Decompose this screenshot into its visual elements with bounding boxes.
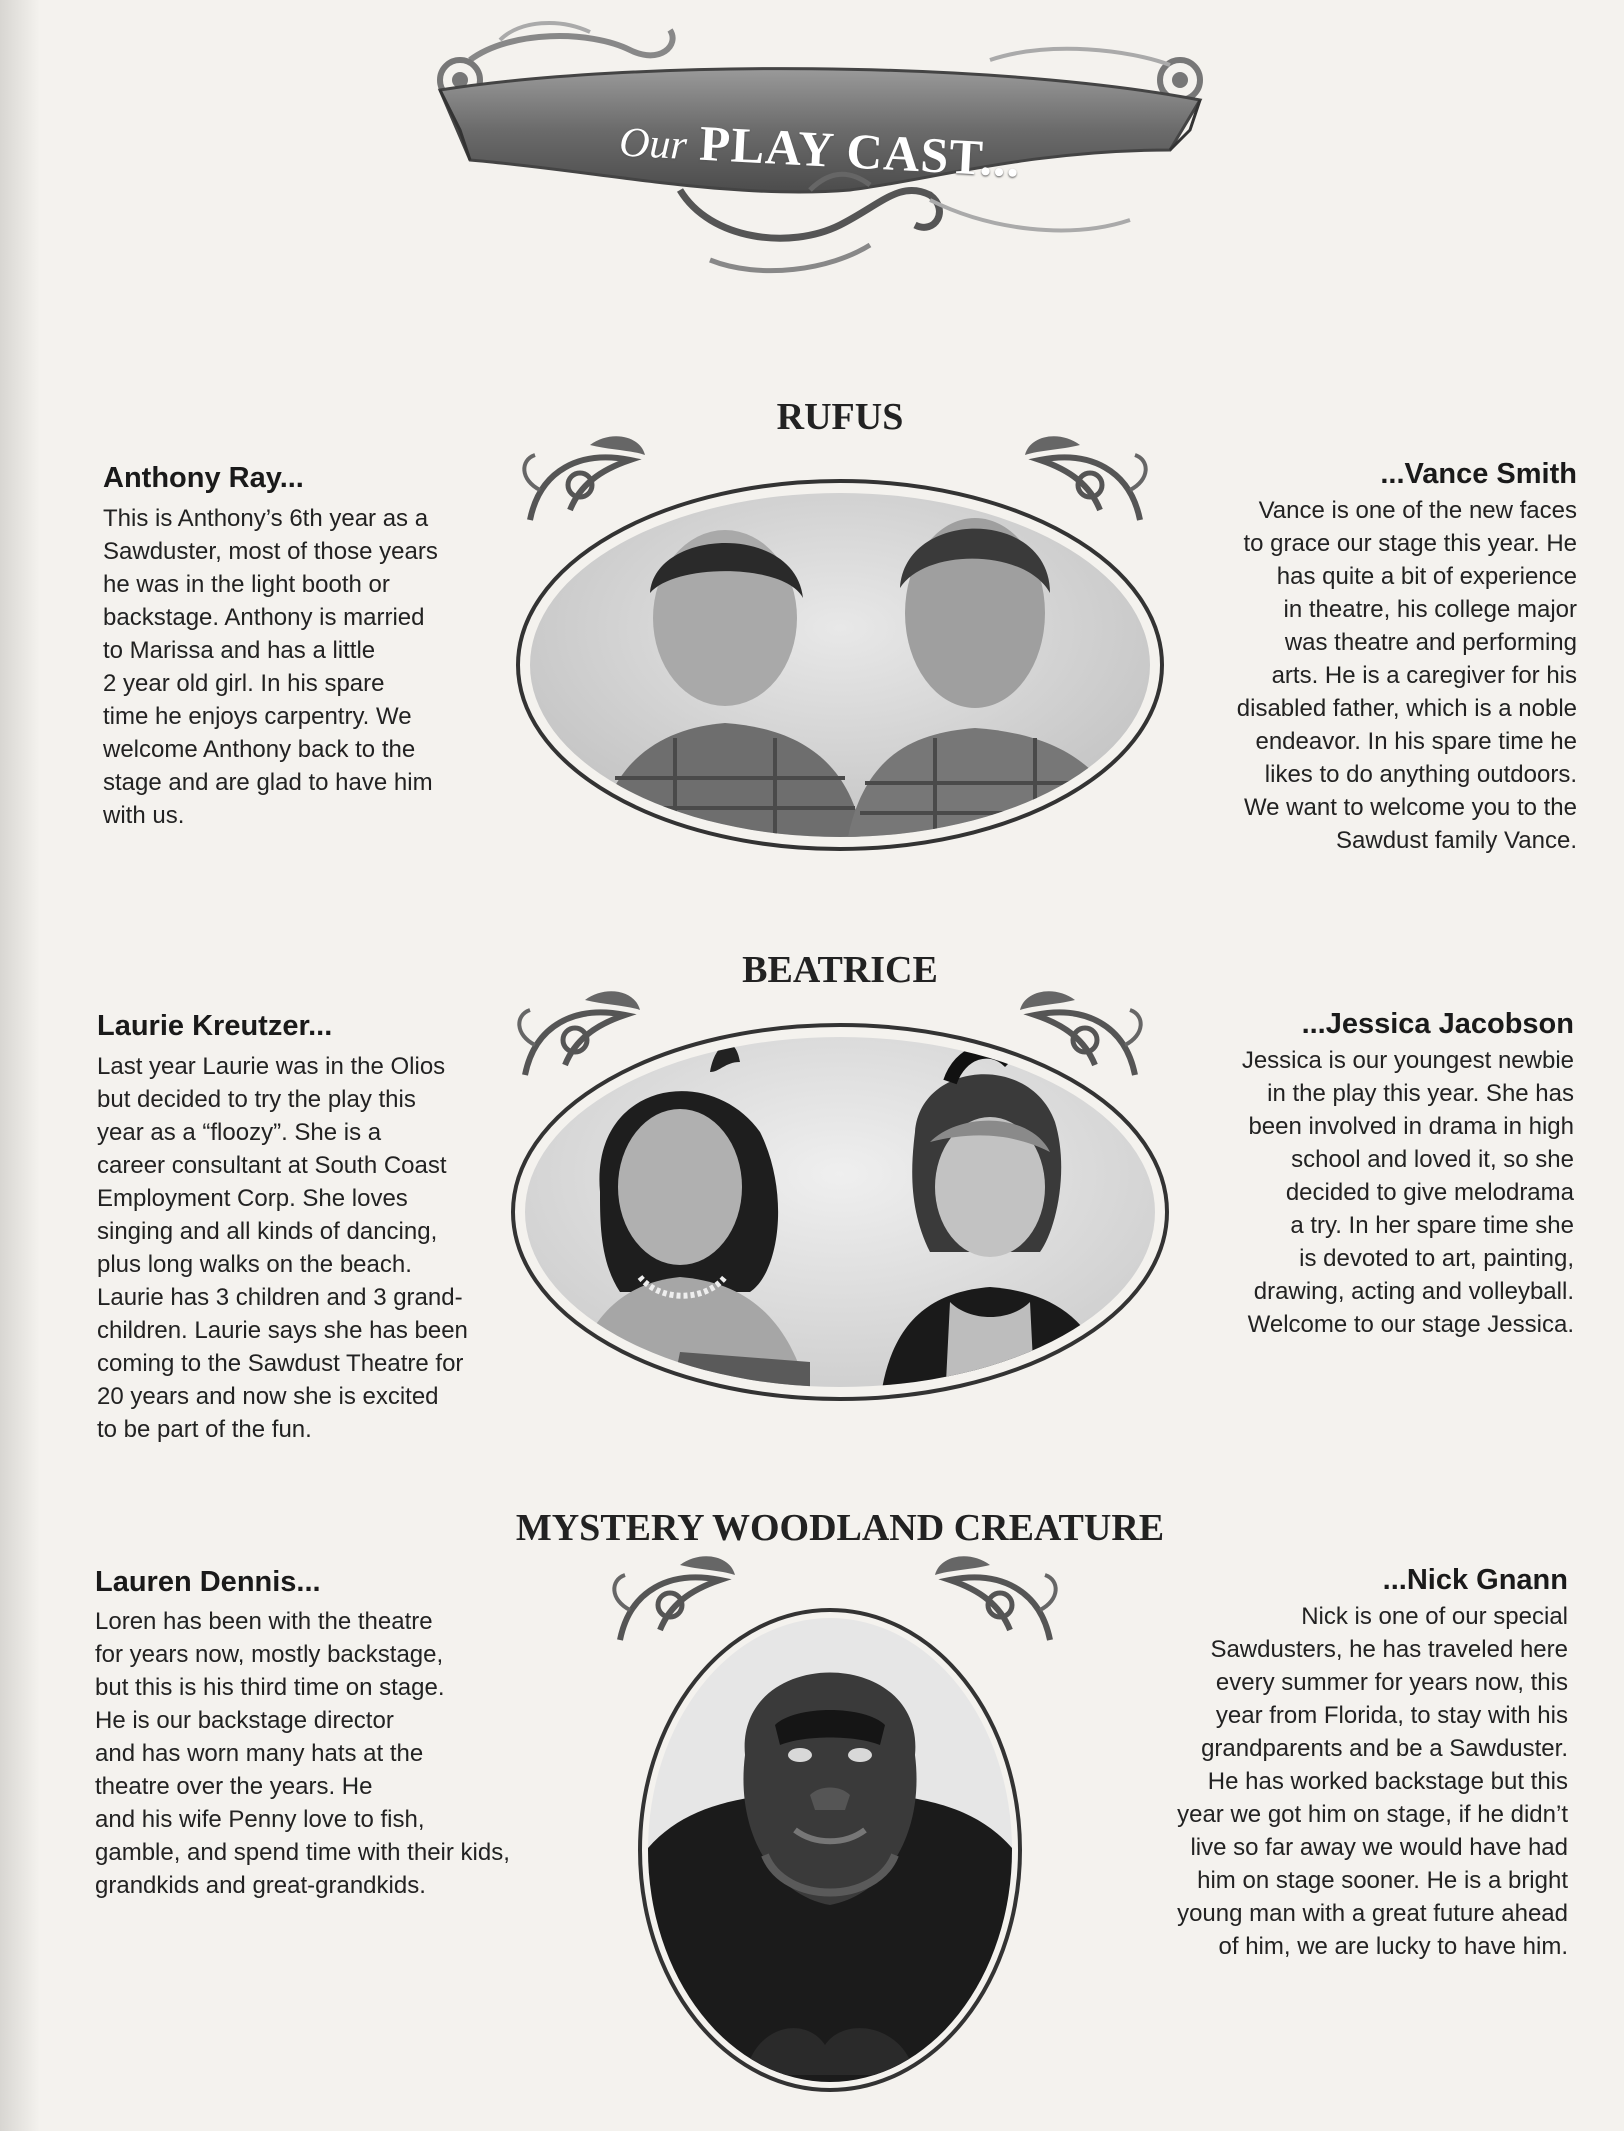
cast-name-lauren-dennis: Lauren Dennis... xyxy=(95,1566,321,1598)
bio-line: was theatre and performing xyxy=(1284,629,1577,656)
bio-line: plus long walks on the beach. xyxy=(97,1251,412,1278)
bio-line: with us. xyxy=(103,802,185,829)
page-title-our: Our xyxy=(618,119,689,169)
cast-name-anthony-ray: Anthony Ray... xyxy=(103,462,304,494)
bio-line: and his wife Penny love to fish, xyxy=(95,1806,425,1833)
bio-line: Loren has been with the theatre xyxy=(95,1608,433,1635)
bio-line: young man with a great future ahead xyxy=(1177,1900,1568,1927)
bio-line: Nick is one of our special xyxy=(1301,1603,1568,1630)
bio-line: school and loved it, so she xyxy=(1291,1146,1574,1173)
cast-photo-rufus xyxy=(515,478,1165,853)
bio-line: Employment Corp. She loves xyxy=(97,1185,408,1212)
bio-line: drawing, acting and volleyball. xyxy=(1253,1278,1574,1305)
bio-line: likes to do anything outdoors. xyxy=(1264,761,1577,788)
bio-line: theatre over the years. He xyxy=(95,1773,373,1800)
bio-line: Sawdusters, he has traveled here xyxy=(1210,1636,1568,1663)
bio-line: is devoted to art, painting, xyxy=(1299,1245,1574,1272)
bio-line: but this is his third time on stage. xyxy=(95,1674,445,1701)
role-title-beatrice: BEATRICE xyxy=(742,949,938,991)
bio-line: singing and all kinds of dancing, xyxy=(97,1218,438,1245)
bio-line: We want to welcome you to the xyxy=(1243,794,1577,821)
cast-bio-vance-smith xyxy=(1237,494,1577,857)
bio-line: backstage. Anthony is married xyxy=(103,604,425,631)
cast-photo-mystery-woodland-creature xyxy=(635,1605,1025,2095)
cast-bio-anthony-ray xyxy=(103,502,438,832)
bio-line: This is Anthony’s 6th year as a xyxy=(103,505,429,532)
bio-line: Laurie has 3 children and 3 grand- xyxy=(97,1284,463,1311)
cast-name-jessica-jacobson: ...Jessica Jacobson xyxy=(1301,1008,1574,1040)
bio-line: He has worked backstage but this xyxy=(1207,1768,1568,1795)
bio-line: Last year Laurie was in the Olios xyxy=(97,1053,446,1080)
cast-name-laurie-kreutzer: Laurie Kreutzer... xyxy=(97,1010,333,1042)
bio-line: for years now, mostly backstage, xyxy=(95,1641,444,1668)
bio-line: been involved in drama in high xyxy=(1248,1113,1574,1140)
bio-line: him on stage sooner. He is a bright xyxy=(1197,1867,1568,1894)
bio-line: coming to the Sawdust Theatre for xyxy=(97,1350,464,1377)
cast-name-vance-smith: ...Vance Smith xyxy=(1380,458,1577,490)
bio-line: Sawdust family Vance. xyxy=(1336,827,1577,854)
bio-line: he was in the light booth or xyxy=(103,571,390,598)
bio-line: welcome Anthony back to the xyxy=(103,736,416,763)
bio-line: to grace our stage this year. He xyxy=(1243,530,1577,557)
bio-line: of him, we are lucky to have him. xyxy=(1218,1933,1568,1960)
cast-bio-jessica-jacobson xyxy=(1242,1044,1574,1341)
cast-bio-lauren-dennis xyxy=(95,1605,510,1902)
bio-line: every summer for years now, this xyxy=(1215,1669,1568,1696)
bio-line: decided to give melodrama xyxy=(1285,1179,1574,1206)
bio-line: gamble, and spend time with their kids, xyxy=(95,1839,510,1866)
bio-line: career consultant at South Coast xyxy=(97,1152,447,1179)
bio-line: in the play this year. She has xyxy=(1267,1080,1574,1107)
bio-line: Sawduster, most of those years xyxy=(103,538,438,565)
role-title-mystery-woodland-creature: MYSTERY WOODLAND CREATURE xyxy=(515,1507,1165,1549)
bio-line: arts. He is a caregiver for his xyxy=(1271,662,1577,689)
role-title-rufus: RUFUS xyxy=(776,396,904,438)
bio-line: but decided to try the play this xyxy=(97,1086,416,1113)
bio-line: endeavor. In his spare time he xyxy=(1255,728,1577,755)
bio-line: grandkids and great-grandkids. xyxy=(95,1872,426,1899)
bio-line: live so far away we would have had xyxy=(1190,1834,1568,1861)
cast-bio-laurie-kreutzer xyxy=(97,1050,468,1446)
bio-line: 20 years and now she is excited xyxy=(97,1383,439,1410)
bio-line: has quite a bit of experience xyxy=(1276,563,1577,590)
bio-line: He is our backstage director xyxy=(95,1707,394,1734)
bio-line: grandparents and be a Sawduster. xyxy=(1201,1735,1568,1762)
bio-line: and has worn many hats at the xyxy=(95,1740,424,1767)
bio-line: Welcome to our stage Jessica. xyxy=(1247,1311,1574,1338)
cast-bio-nick-gnann xyxy=(1177,1600,1568,1963)
bio-line: Jessica is our youngest newbie xyxy=(1241,1047,1574,1074)
page-title-main: PLAY CAST... xyxy=(698,114,1022,188)
bio-line: disabled father, which is a noble xyxy=(1236,695,1577,722)
bio-line: time he enjoys carpentry. We xyxy=(103,703,412,730)
title-banner xyxy=(430,20,1210,290)
bio-line: year from Florida, to stay with his xyxy=(1215,1702,1568,1729)
cast-photo-beatrice xyxy=(510,1022,1170,1402)
bio-line: year as a “floozy”. She is a xyxy=(97,1119,382,1146)
bio-line: stage and are glad to have him xyxy=(103,769,433,796)
cast-name-nick-gnann: ...Nick Gnann xyxy=(1382,1564,1568,1596)
bio-line: year we got him on stage, if he didn’t xyxy=(1177,1801,1568,1828)
page-edge-shadow xyxy=(0,0,40,2131)
bio-line: to be part of the fun. xyxy=(97,1416,312,1443)
bio-line: Vance is one of the new faces xyxy=(1258,497,1577,524)
bio-line: 2 year old girl. In his spare xyxy=(103,670,385,697)
bio-line: children. Laurie says she has been xyxy=(97,1317,468,1344)
bio-line: in theatre, his college major xyxy=(1283,596,1577,623)
bio-line: to Marissa and has a little xyxy=(103,637,376,664)
bio-line: a try. In her spare time she xyxy=(1290,1212,1574,1239)
